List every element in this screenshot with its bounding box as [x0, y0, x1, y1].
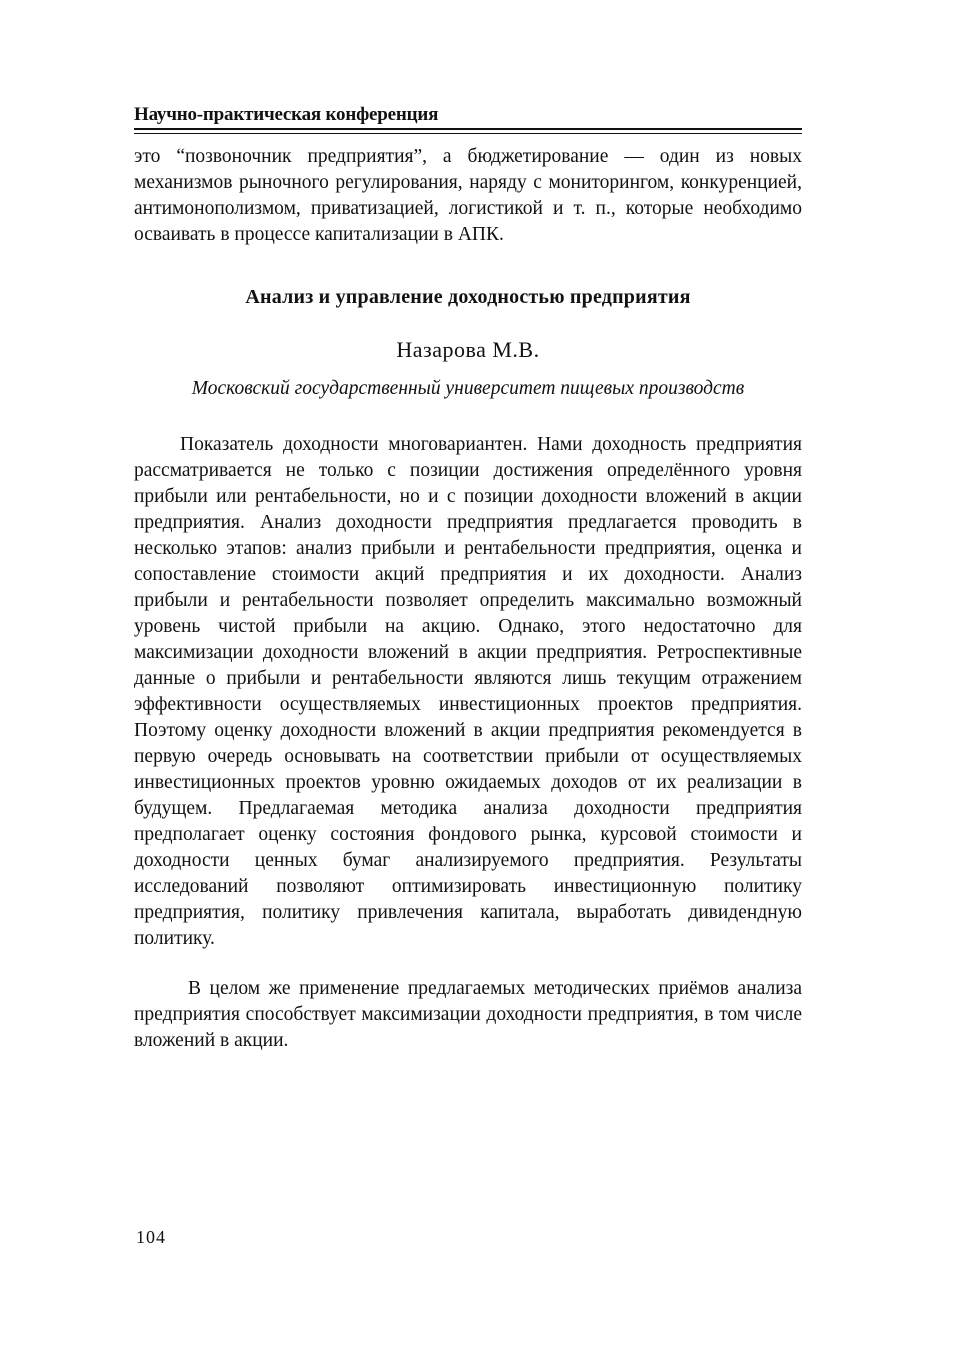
body-paragraph-2: В целом же применение предлагаемых методических приёмов анализа предприятия способствует максимизации доходности предприятия, в том числе вложений в акции. — [134, 978, 802, 1051]
author-affiliation: Московский государственный университет пищевых производств — [191, 378, 745, 399]
previous-article-text: это “позвоночник предприятия”, а бюджетирование — один из новых механизмов рыночного регулирования, наряду с мониторингом, конкуренцией, антимонополизмом, приватизацией, логистикой и т. п., которые необходимо осваивать в процессе капитализации в АПК. — [134, 146, 802, 245]
header-rule-thick — [134, 128, 802, 130]
page-number: 104 — [136, 1227, 166, 1247]
header-rule-thin — [134, 133, 802, 134]
running-header: Научно-практическая конференция — [134, 104, 439, 125]
article-author: Назарова М.В. — [396, 337, 540, 362]
article-title: Анализ и управление доходностью предприятия — [245, 286, 691, 308]
body-paragraph-1: Показатель доходности многовариантен. Нами доходность предприятия рассматривается не только с позиции достижения определённого уровня прибыли или рентабельности, но и с позиции доходности вложений в акции предприятия. Анализ доходности предприятия предлагается проводить в несколько этапов: анализ прибыли и рентабельности предприятия, оценка и сопоставление стоимости акций предприятия и их доходности. Анализ прибыли и рентабельности позволяет определить максимально возможный уровень чистой прибыли на акцию. Однако, этого недостаточно для максимизации доходности вложений в акции предприятия. Ретроспективные данные о прибыли и рентабельности являются лишь текущим отражением эффективности осуществляемых инвестиционных проектов предприятия. Поэтому оценку доходности вложений в акции предприятия рекомендуется в первую очередь основывать на соответствии прибыли от осуществляемых инвестиционных проектов уровню ожидаемых доходов от их реализации в будущем. Предлагаемая методика анализа доходности предприятия предполагает оценку состояния фондового рынка, курсовой стоимости и доходности ценных бумаг анализируемого предприятия. Результаты исследований позволяют оптимизировать инвестиционную политику предприятия, политику привлечения капитала, выработать дивидендную политику. — [134, 434, 802, 949]
